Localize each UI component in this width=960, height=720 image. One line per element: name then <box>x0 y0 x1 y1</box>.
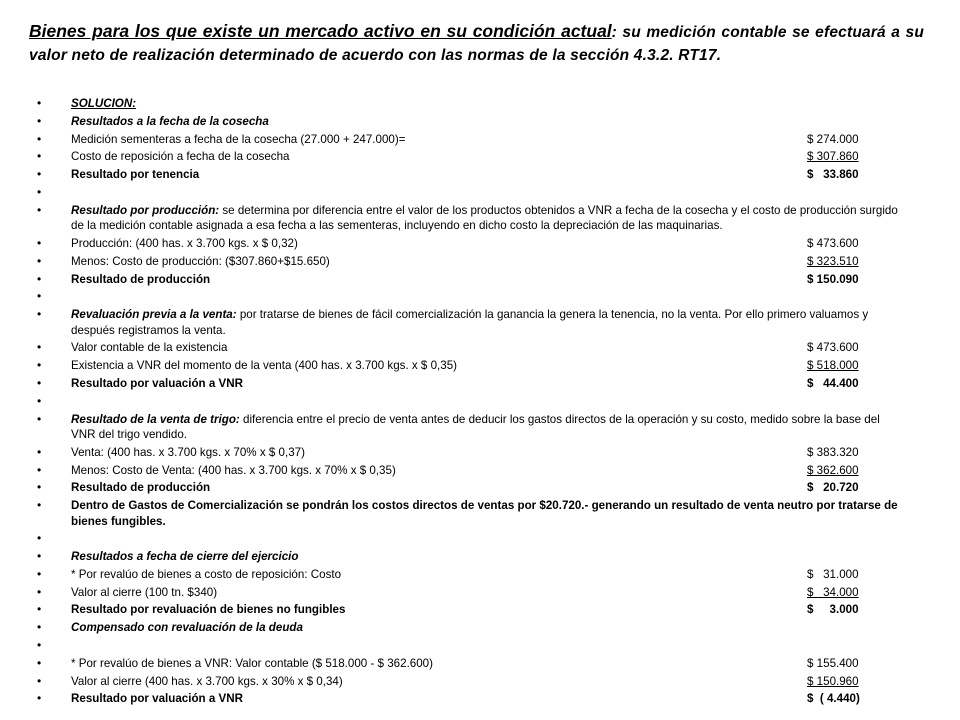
item-label: Resultado de producción <box>71 481 211 495</box>
item-label: Venta: (400 has. x 3.700 kgs. x 70% x $ 0,37) <box>71 445 305 459</box>
list-item <box>37 272 907 287</box>
list-item <box>37 602 907 617</box>
item-value: $ ( 4.440) <box>807 692 860 706</box>
list-item-empty <box>37 638 907 653</box>
list-item <box>37 132 907 147</box>
bullet-list <box>37 96 907 709</box>
list-item <box>37 480 907 495</box>
list-item-empty <box>37 531 907 546</box>
item-paragraph-title: Revaluación previa a la venta: <box>71 308 237 322</box>
item-value: $ 44.400 <box>807 376 859 390</box>
solution-heading: SOLUCION: <box>71 97 137 110</box>
item-paragraph-text: por tratarse de bienes de fácil comercialización la ganancia la genera la tenencia, no la venta. Por ello primero valuamos y después registramos la venta. <box>71 308 869 337</box>
list-item-empty <box>37 185 907 200</box>
item-label: * Por revalúo de bienes a costo de reposición: Costo <box>71 567 342 581</box>
list-item <box>37 498 907 529</box>
item-value: $ 150.090 <box>807 272 859 286</box>
item-value: $ 362.600 <box>807 463 859 477</box>
list-item <box>37 445 907 460</box>
item-label: Existencia a VNR del momento de la venta (400 has. x 3.700 kgs. x $ 0,35) <box>71 359 458 373</box>
item-label: Resultado por revaluación de bienes no fungibles <box>71 603 346 617</box>
section-heading: Resultados a fecha de cierre del ejercicio <box>71 550 299 564</box>
item-paragraph <box>71 203 901 234</box>
item-value: $ 20.720 <box>807 481 859 495</box>
list-item-empty <box>37 394 907 409</box>
list-item <box>37 236 907 251</box>
item-label: Producción: (400 has. x 3.700 kgs. x $ 0,32) <box>71 236 298 250</box>
item-label: Valor al cierre (400 has. x 3.700 kgs. x 30% x $ 0,34) <box>71 674 343 688</box>
list-item <box>37 585 907 600</box>
list-item <box>37 567 907 582</box>
item-value: $ 33.860 <box>807 168 859 182</box>
list-item <box>37 674 907 689</box>
item-value: $ 34.000 <box>807 585 859 599</box>
item-label: Resultado por tenencia <box>71 168 200 182</box>
item-value: $ 31.000 <box>807 567 859 581</box>
list-item <box>37 549 907 564</box>
item-value: $ 473.600 <box>807 341 859 355</box>
item-label: * Por revalúo de bienes a VNR: Valor contable ($ 518.000 - $ 362.600) <box>71 656 433 670</box>
list-item <box>37 203 907 234</box>
item-paragraph-text: diferencia entre el precio de venta antes de deducir los gastos directos de la operación y su costo, medido sobre la base del VNR del trigo vendido. <box>71 412 880 441</box>
list-item <box>37 691 907 706</box>
item-label: Menos: Costo de producción: ($307.860+$15.650) <box>71 254 330 268</box>
list-item <box>37 96 907 111</box>
list-item <box>37 463 907 478</box>
slide-title <box>29 20 924 67</box>
list-item <box>37 340 907 355</box>
list-item <box>37 358 907 373</box>
item-label: Resultado de producción <box>71 272 211 286</box>
list-item <box>37 307 907 338</box>
section-heading: Resultados a la fecha de la cosecha <box>71 114 269 128</box>
item-value: $ 155.400 <box>807 656 859 670</box>
item-label: Resultado por valuación a VNR <box>71 692 244 706</box>
list-item <box>37 167 907 182</box>
item-paragraph-title: Resultado de la venta de trigo: <box>71 412 240 426</box>
item-value: $ 150.960 <box>807 674 859 688</box>
list-item <box>37 114 907 129</box>
list-item <box>37 412 907 443</box>
title-rest: : su medición contable se efectuará a su valor neto de realización determinado de acuerdo con las normas de la sección 4.3.2. RT17. <box>29 24 924 64</box>
item-label: Valor al cierre (100 tn. $340) <box>71 585 218 599</box>
item-value: $ 323.510 <box>807 254 859 268</box>
list-item <box>37 656 907 671</box>
item-label: Resultado por valuación a VNR <box>71 376 244 390</box>
item-label: Valor contable de la existencia <box>71 341 228 355</box>
list-item-empty <box>37 289 907 304</box>
item-paragraph: • Dentro de Gastos de Comercialización se pondrán los costos directos de ventas por $20.720.- generando un resultado de venta neutro por tratarse de bienes fungibles. <box>71 499 898 528</box>
list-item <box>37 254 907 269</box>
title-lead: Bienes para los que existe un mercado activo en su condición actual <box>29 21 612 41</box>
list-item <box>37 149 907 164</box>
item-value: $ 383.320 <box>807 445 859 459</box>
item-label: Medición sementeras a fecha de la cosecha (27.000 + 247.000)= <box>71 132 406 146</box>
list-item <box>37 376 907 391</box>
item-value: $ 307.860 <box>807 150 859 164</box>
item-value: $ 473.600 <box>807 236 859 250</box>
item-paragraph-text: se determina por diferencia entre el valor de los productos obtenidos a VNR a fecha de la cosecha y el costo de producción surgido de la medición contable asignada a esa fecha a las sementeras, incluyendo en dicho costo la depreciación de las maquinarias. <box>71 203 898 233</box>
item-label: Costo de reposición a fecha de la cosecha <box>71 150 290 164</box>
item-value: $ 518.000 <box>807 359 859 373</box>
item-paragraph <box>71 307 901 338</box>
item-value: $ 274.000 <box>807 132 859 146</box>
item-paragraph <box>71 412 901 443</box>
item-paragraph-title: Resultado por producción: <box>71 203 220 217</box>
item-label: Compensado con revaluación de la deuda <box>71 621 303 635</box>
item-label: Menos: Costo de Venta: (400 has. x 3.700 kgs. x 70% x $ 0,35) <box>71 463 396 477</box>
item-value: $ 3.000 <box>807 603 859 617</box>
list-item <box>37 620 907 635</box>
